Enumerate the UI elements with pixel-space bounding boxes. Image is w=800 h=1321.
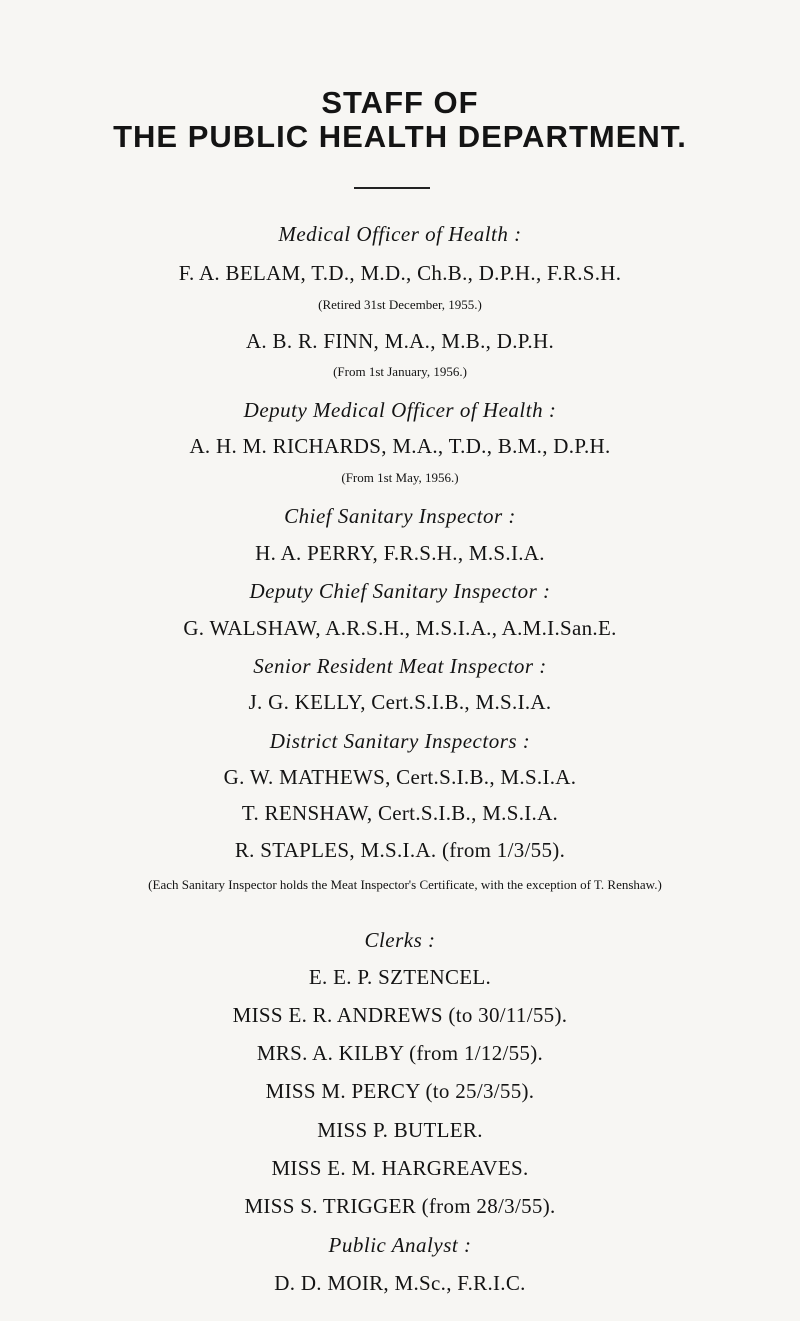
name-staples: R. STAPLES, M.S.I.A. (from 1/3/55). <box>234 838 566 862</box>
heading-chief-sanitary-inspector: Chief Sanitary Inspector : <box>284 504 516 528</box>
name-perry: H. A. PERRY, F.R.S.H., M.S.I.A. <box>255 541 545 565</box>
heading-medical-officer: Medical Officer of Health : <box>278 222 522 246</box>
name-andrews: MISS E. R. ANDREWS (to 30/11/55). <box>232 1003 568 1027</box>
page-title-line-1: STAFF OF <box>321 85 479 120</box>
heading-deputy-medical-officer: Deputy Medical Officer of Health : <box>243 398 557 422</box>
name-kelly: J. G. KELLY, Cert.S.I.B., M.S.I.A. <box>248 690 552 714</box>
name-mathews: G. W. MATHEWS, Cert.S.I.B., M.S.I.A. <box>223 765 577 789</box>
name-renshaw: T. RENSHAW, Cert.S.I.B., M.S.I.A. <box>241 801 559 825</box>
name-sztencel: E. E. P. SZTENCEL. <box>308 965 492 989</box>
heading-district-sanitary-inspectors: District Sanitary Inspectors : <box>269 729 531 753</box>
note-belam: (Retired 31st December, 1955.) <box>318 297 482 312</box>
name-trigger: MISS S. TRIGGER (from 28/3/55). <box>244 1194 556 1218</box>
heading-deputy-chief-sanitary-inspector: Deputy Chief Sanitary Inspector : <box>249 579 551 603</box>
name-butler: MISS P. BUTLER. <box>317 1118 483 1142</box>
heading-public-analyst: Public Analyst : <box>328 1233 472 1257</box>
name-finn: A. B. R. FINN, M.A., M.B., D.P.H. <box>245 329 555 353</box>
name-kilby: MRS. A. KILBY (from 1/12/55). <box>256 1041 544 1065</box>
note-finn: (From 1st January, 1956.) <box>333 364 467 379</box>
heading-clerks: Clerks : <box>364 928 436 952</box>
name-moir: D. D. MOIR, M.Sc., F.R.I.C. <box>274 1271 526 1295</box>
title-divider <box>354 187 430 189</box>
name-belam: F. A. BELAM, T.D., M.D., Ch.B., D.P.H., F.R.S.H. <box>178 261 622 285</box>
inspector-footnote: (Each Sanitary Inspector holds the Meat Inspector's Certificate, with the exception of T. Renshaw.) <box>148 877 662 892</box>
note-richards: (From 1st May, 1956.) <box>341 470 459 485</box>
page-title-line-2: THE PUBLIC HEALTH DEPARTMENT. <box>113 119 687 154</box>
heading-senior-meat-inspector: Senior Resident Meat Inspector : <box>253 654 547 678</box>
name-hargreaves: MISS E. M. HARGREAVES. <box>271 1156 529 1180</box>
name-percy: MISS M. PERCY (to 25/3/55). <box>265 1079 535 1103</box>
name-richards: A. H. M. RICHARDS, M.A., T.D., B.M., D.P.H. <box>189 434 611 458</box>
name-walshaw: G. WALSHAW, A.R.S.H., M.S.I.A., A.M.I.San.E. <box>183 616 617 640</box>
